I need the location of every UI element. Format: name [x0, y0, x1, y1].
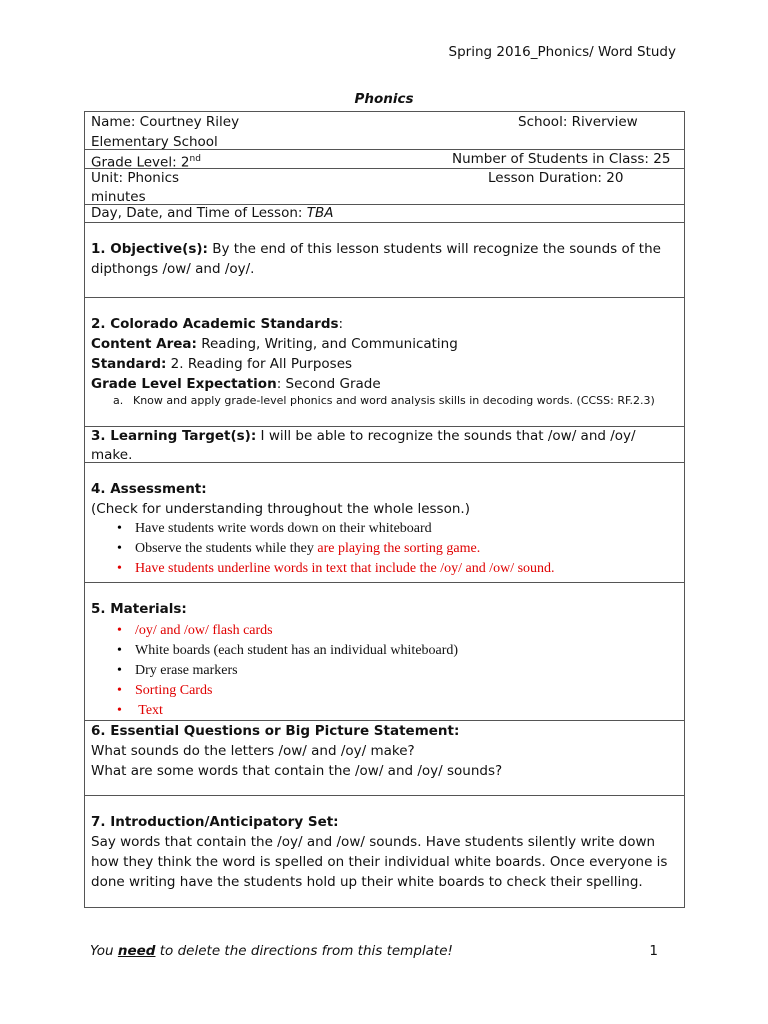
school-field: School: Riverview — [518, 114, 638, 130]
essential-questions-heading: 6. Essential Questions or Big Picture Statement: — [91, 723, 460, 739]
list-item — [117, 559, 678, 579]
page-footer — [90, 943, 670, 959]
standards-heading: 2. Colorado Academic Standards — [91, 316, 339, 332]
list-item — [117, 621, 678, 641]
material-item: Text — [135, 703, 163, 718]
materials-list — [91, 621, 678, 721]
document-title: Phonics — [354, 91, 414, 107]
assessment-item-2-red: are playing the sorting game. — [317, 541, 481, 556]
assessment-list — [91, 519, 678, 579]
material-item: White boards (each student has an individual whiteboard) — [135, 643, 459, 658]
date-row — [85, 205, 684, 223]
school-continued: Elementary School — [91, 134, 218, 150]
introduction-section — [85, 796, 684, 907]
unit-row — [85, 169, 684, 205]
objective-heading: 1. Objective(s): — [91, 241, 208, 257]
duration-field: Lesson Duration: 20 — [488, 170, 624, 186]
essential-question-1: What sounds do the letters /ow/ and /oy/ make? — [91, 743, 415, 759]
footer-emphasis: need — [117, 943, 156, 959]
name-row — [85, 112, 684, 150]
gle-label: Grade Level Expectation — [91, 376, 277, 392]
list-item — [117, 681, 678, 701]
essential-question-2: What are some words that contain the /ow/ and /oy/ sounds? — [91, 763, 503, 779]
footer-text-pre: You — [90, 943, 118, 959]
grade-row — [85, 150, 684, 169]
standards-colon: : — [338, 316, 344, 332]
standards-section — [85, 298, 684, 427]
standard-label: Standard: — [91, 356, 167, 372]
materials-section — [85, 583, 684, 721]
standard-item — [91, 394, 678, 408]
name-field: Name: Courtney Riley — [91, 114, 240, 130]
objective-text: By the end of this lesson students will recognize the sounds of the dipthongs /ow/ and /oy/. — [91, 241, 661, 277]
date-value: TBA — [306, 205, 334, 221]
standard-value: 2. Reading for All Purposes — [166, 356, 353, 372]
introduction-heading: 7. Introduction/Anticipatory Set: — [91, 814, 339, 830]
page-number: 1 — [649, 943, 658, 959]
content-area-value: Reading, Writing, and Communicating — [196, 336, 458, 352]
learning-target-section — [85, 427, 684, 463]
learning-target-text: I will be able to recognize the sounds that /ow/ and /oy/ make. — [91, 428, 636, 463]
learning-target-heading: 3. Learning Target(s): — [91, 428, 257, 444]
list-item — [117, 539, 678, 559]
assessment-sub: (Check for understanding throughout the whole lesson.) — [91, 501, 470, 517]
list-item — [117, 661, 678, 681]
list-item — [117, 641, 678, 661]
material-item: Dry erase markers — [135, 663, 238, 678]
grade-field: Grade Level: 2 — [91, 154, 190, 171]
essential-questions-section — [85, 721, 684, 796]
date-label: Day, Date, and Time of Lesson: — [91, 205, 307, 221]
content-area-label: Content Area: — [91, 336, 197, 352]
duration-continued: minutes — [91, 189, 146, 205]
students-field: Number of Students in Class: 25 — [452, 151, 671, 167]
list-item — [117, 701, 678, 721]
unit-field: Unit: Phonics — [91, 170, 180, 186]
introduction-text: Say words that contain the /oy/ and /ow/ sounds. Have students silently write down how they think the word is spelled on their individual white boards. Once everyone is done writing have the students hold up their white boards to check their spelling. — [91, 834, 668, 890]
page-header: Spring 2016_Phonics/ Word Study — [448, 44, 676, 60]
standard-item-text: Know and apply grade-level phonics and word analysis skills in decoding words. (CCSS: RF.2.3) — [133, 394, 655, 407]
gle-value: : Second Grade — [276, 376, 381, 392]
materials-heading: 5. Materials: — [91, 601, 187, 617]
lesson-plan-table — [84, 111, 685, 908]
list-item — [117, 519, 678, 539]
objective-section — [85, 223, 684, 298]
footer-text-post: to delete the directions from this template! — [155, 943, 453, 959]
assessment-item-3: Have students underline words in text that include the /oy/ and /ow/ sound. — [135, 561, 555, 576]
assessment-item-1: Have students write words down on their whiteboard — [135, 521, 432, 536]
assessment-section — [85, 463, 684, 583]
assessment-item-2: Observe the students while they — [135, 541, 318, 556]
assessment-heading: 4. Assessment: — [91, 481, 207, 497]
grade-superscript: nd — [189, 154, 201, 164]
material-item: /oy/ and /ow/ flash cards — [135, 623, 273, 638]
material-item: Sorting Cards — [135, 683, 213, 698]
standard-item-marker: a. — [113, 394, 124, 407]
